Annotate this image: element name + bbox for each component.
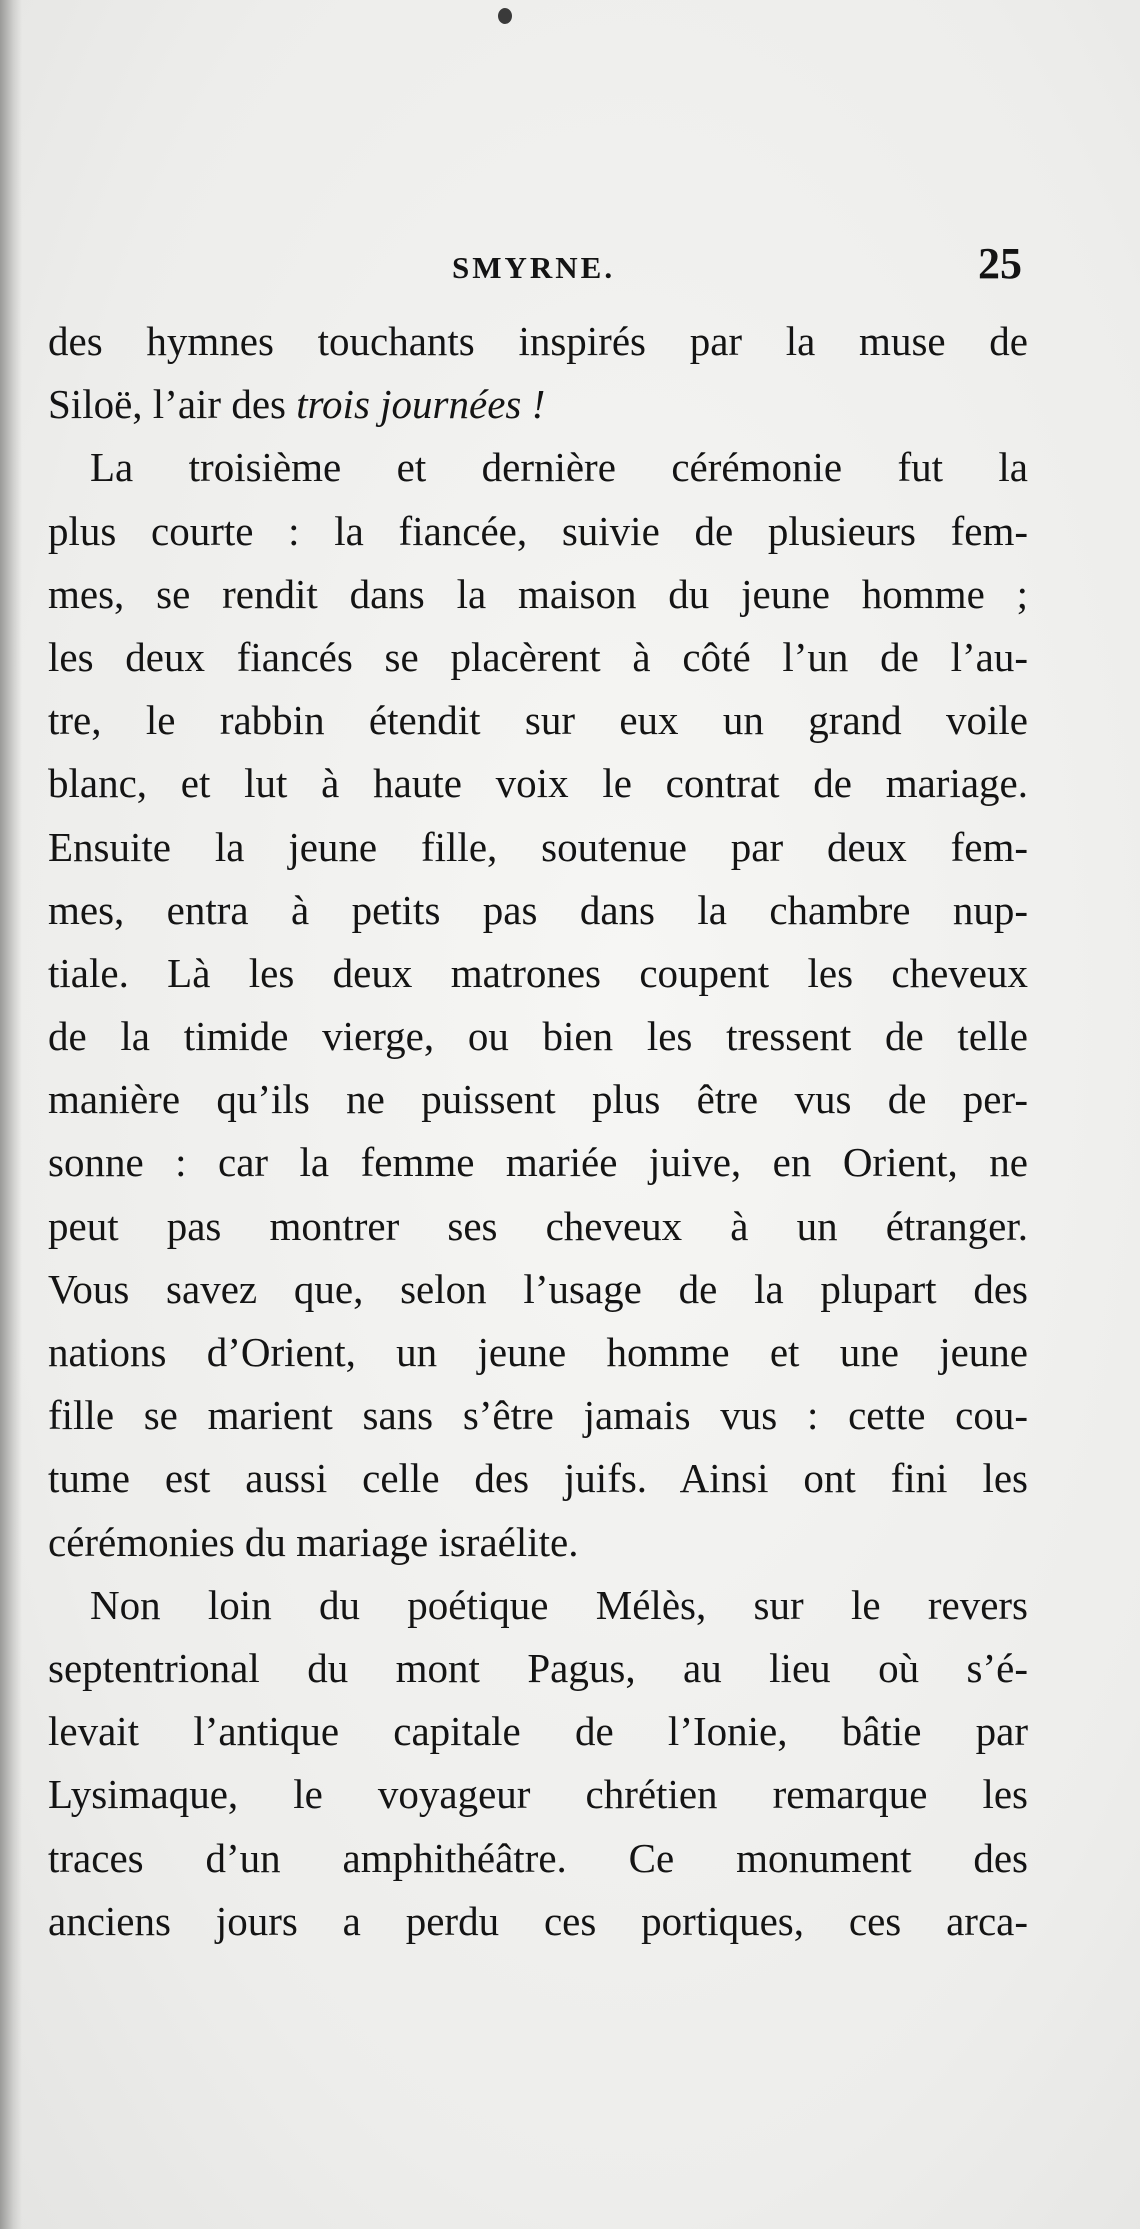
text-line: sonne : car la femme mariée juive, en Orient, ne <box>48 1139 1028 1186</box>
text-line: blanc, et lut à haute voix le contrat de mariage. <box>48 760 1028 807</box>
text-line: Lysimaque, le voyageur chrétien remarque les <box>48 1771 1028 1818</box>
text-line: tre, le rabbin étendit sur eux un grand voile <box>48 697 1028 744</box>
text-line: cérémonies du mariage israélite. <box>48 1518 579 1565</box>
text-line: plus courte : la fiancée, suivie de plusieurs fem- <box>48 507 1028 554</box>
text-line: nations d’Orient, un jeune homme et une jeune <box>48 1329 1028 1375</box>
running-head-title: SMYRNE. <box>452 250 616 285</box>
text-line: mes, entra à petits pas dans la chambre nup- <box>48 886 1028 933</box>
paragraph-first-line: La troisième et dernière cérémonie fut la <box>90 444 1028 491</box>
text-line: mes, se rendit dans la maison du jeune homme ; <box>48 570 1028 617</box>
text-line: des hymnes touchants inspirés par la muse de <box>48 318 1028 364</box>
text-segment: Siloë, l’air des <box>48 381 286 428</box>
ink-spot <box>498 8 512 24</box>
text-line: de la timide vierge, ou bien les tressent de telle <box>48 1013 1028 1060</box>
text-line: tiale. Là les deux matrones coupent les cheveux <box>48 949 1028 996</box>
text-line: Vous savez que, selon l’usage de la plupart des <box>48 1265 1028 1312</box>
text-line: levait l’antique capitale de l’Ionie, bâtie par <box>48 1708 1028 1755</box>
running-head <box>0 238 1140 298</box>
text-line: tume est aussi celle des juifs. Ainsi ont fini les <box>48 1455 1028 1502</box>
text-line: Ensuite la jeune fille, soutenue par deux fem- <box>48 823 1028 870</box>
text-line: fille se marient sans s’être jamais vus : cette cou- <box>48 1392 1028 1439</box>
text-line: septentrional du mont Pagus, au lieu où s’é- <box>48 1644 1028 1691</box>
text-line: anciens jours a perdu ces portiques, ces arca- <box>48 1897 1028 1944</box>
body-text <box>48 310 1028 1953</box>
text-line: traces d’un amphithéâtre. Ce monument des <box>48 1834 1028 1881</box>
text-line: peut pas montrer ses cheveux à un étranger. <box>48 1202 1028 1249</box>
italic-title: trois journées ! <box>296 381 546 428</box>
paragraph-first-line: Non loin du poétique Mélès, sur le revers <box>90 1581 1028 1628</box>
spine-shadow <box>0 0 22 2229</box>
text-line: les deux fiancés se placèrent à côté l’un de l’au- <box>48 633 1028 680</box>
text-line: manière qu’ils ne puissent plus être vus de per- <box>48 1076 1028 1123</box>
text-line <box>48 373 1028 436</box>
page-number: 25 <box>978 239 1022 288</box>
